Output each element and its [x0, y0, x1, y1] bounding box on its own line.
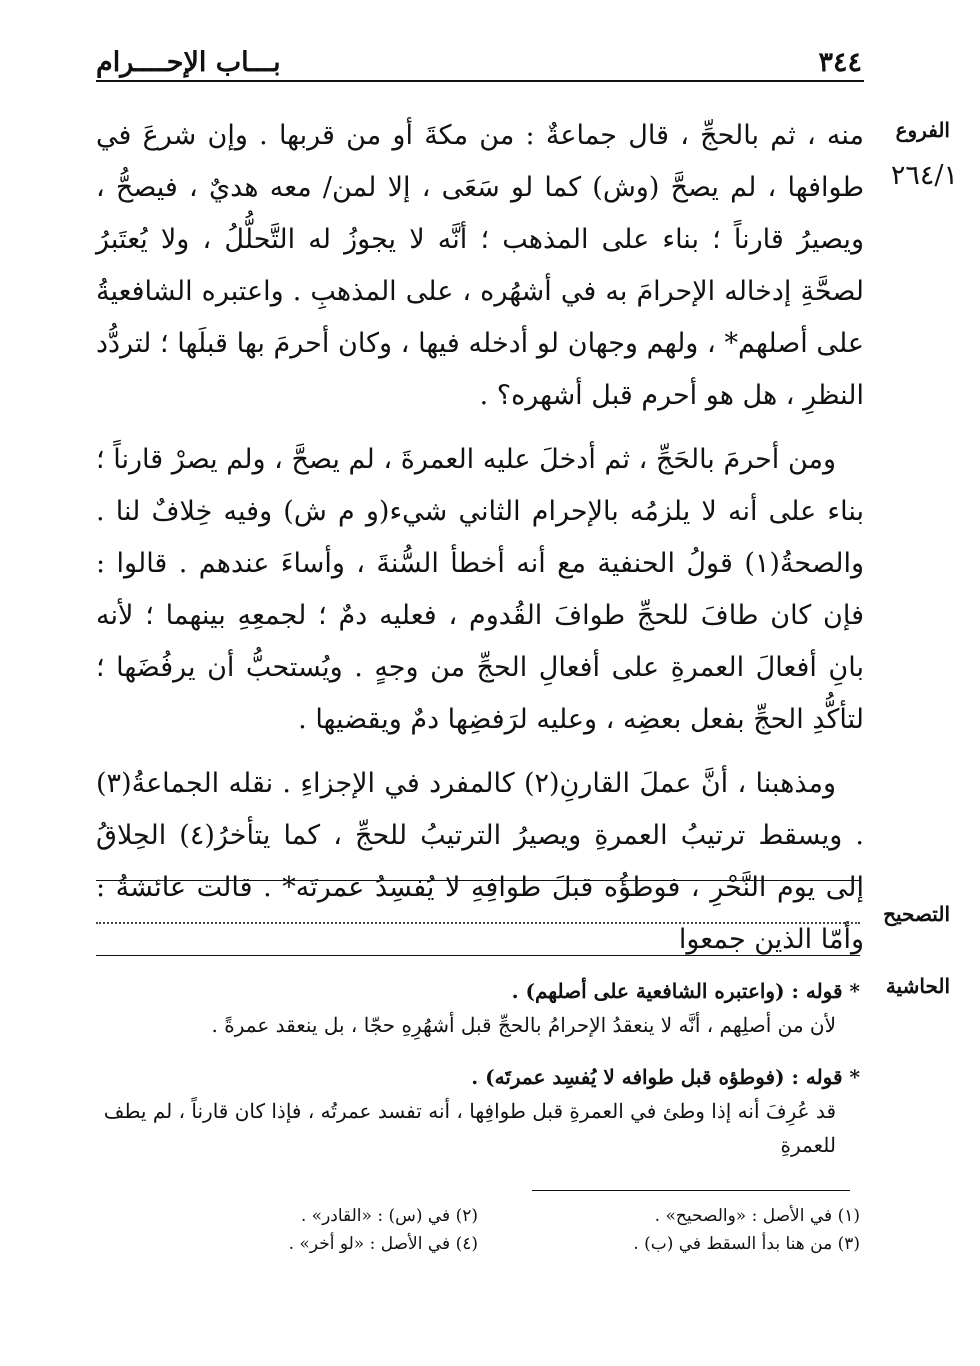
hashiya-comment-2: قد عُرِفَ أنه إذا وطئ في العمرةِ قبل طوافِها ، أنه تفسد عمرتُه ، فإذا كان قارناً ، لم يطف للعمرةِ [103, 1099, 836, 1157]
text-end-rule [96, 880, 860, 881]
page-header [96, 38, 862, 78]
page-number: ٣٤٤ [818, 47, 862, 78]
footnote-1: (١) في الأصل : «والصحيح» . [654, 1206, 860, 1226]
footnote-3: (٣) من هنا بدأ السقط في (ب) . [633, 1234, 860, 1254]
footnote-2: (٢) في (س) : «القادر» . [300, 1206, 478, 1226]
footnote-rule [532, 1190, 850, 1191]
hashiya-label: الحاشية [885, 974, 950, 998]
chapter-title: بـــاب الإحــــرام [96, 47, 281, 78]
hashiya-note-2 [96, 1060, 860, 1162]
hashiya-notes [96, 974, 860, 1180]
footnote-4: (٤) في الأصل : «لو أخر» . [288, 1234, 478, 1254]
hashiya-comment-1: لأن من أصلِهم ، أنَّه لا ينعقدُ الإحرامُ بالحجِّ قبل أشهُرِهِ حجّا ، بل ينعقد عمرةً . [211, 1013, 836, 1037]
paragraph-2: ومن أحرمَ بالحَجِّ ، ثم أدخلَ عليه العمرةَ ، لم يصحَّ ، ولم يصرْ قارناً ؛ بناء على أنه لا يلزمُه بالإحرام الثاني شيء(و م ش) وفيه خِلافٌ لنا . والصحةُ(١) قولُ الحنفية مع أنه أخطأ السُّنةَ ، وأساءَ عندهم . قالوا : فإن كان طافَ للحجِّ طوافَ القُدوم ، فعليه دمٌ ؛ لجمعِهِ بينهما ؛ لأنه بانِ أفعالَ العمرةِ على أفعالِ الحجِّ من وجهٍ . ويُستحبُّ أن يرفُضَها ؛ لتأكُّدِ الحجِّ بفعل بعضِه ، وعليه لرَفضِها دمٌ ويقضيها . [96, 444, 864, 735]
tashih-label: التصحيح [883, 902, 950, 926]
paragraph-3: ومذهبنا ، أنَّ عملَ القارنِ(٢) كالمفرد في الإجزاءِ . نقله الجماعةُ(٣) . ويسقط ترتيبُ العمرةِ ويصيرُ الترتيبُ للحجِّ ، كما يتأخرُ(٤) الحِلاقُ إلى يوم النَّحْرِ ، فوطؤُه قبلَ طوافِهِ لا يُفسِدُ عمرتَه* . قالت عائشةُ : وأمّا الذين جمعوا [96, 768, 864, 955]
main-text [96, 110, 864, 978]
margin-volume-ref: ٢٦٤/١ [890, 160, 958, 191]
hashiya-quote-2: * قوله : (فوطؤه قبل طوافه لا يُفسِد عمرتَه) . [471, 1065, 860, 1089]
paragraph-1: منه ، ثم بالحجِّ ، قال جماعةٌ : من مكةَ أو من قربها . وإن شرعَ في طوافها ، لم يصحَّ (وش) كما لو سَعَى ، إلا لمن/ معه هديٌ ، فيصحُّ ، ويصيرُ قارناً ؛ بناء على المذهب ؛ أنَّه لا يجوزُ له التَّحلُّلُ ، ولا يُعتَبرُ لصحَّةِ إدخاله الإحرامَ به في أشهُره ، على المذهبِ . واعتبره الشافعيةُ على أصلهم* ، ولهم وجهان لو أدخله فيها ، وكان أحرمَ بها قبلَها ؛ لتردُّد النظرِ ، هل هو أحرم قبل أشهره؟ . [96, 120, 864, 411]
hashiya-top-rule [96, 955, 860, 956]
header-rule [96, 80, 864, 82]
footnotes [96, 1206, 860, 1254]
margin-label-furu: الفروع [895, 118, 950, 142]
tashih-dotted-line [96, 922, 860, 924]
hashiya-quote-1: * قوله : (واعتبره الشافعية على أصلهم) . [511, 979, 860, 1003]
hashiya-note-1 [96, 974, 860, 1042]
